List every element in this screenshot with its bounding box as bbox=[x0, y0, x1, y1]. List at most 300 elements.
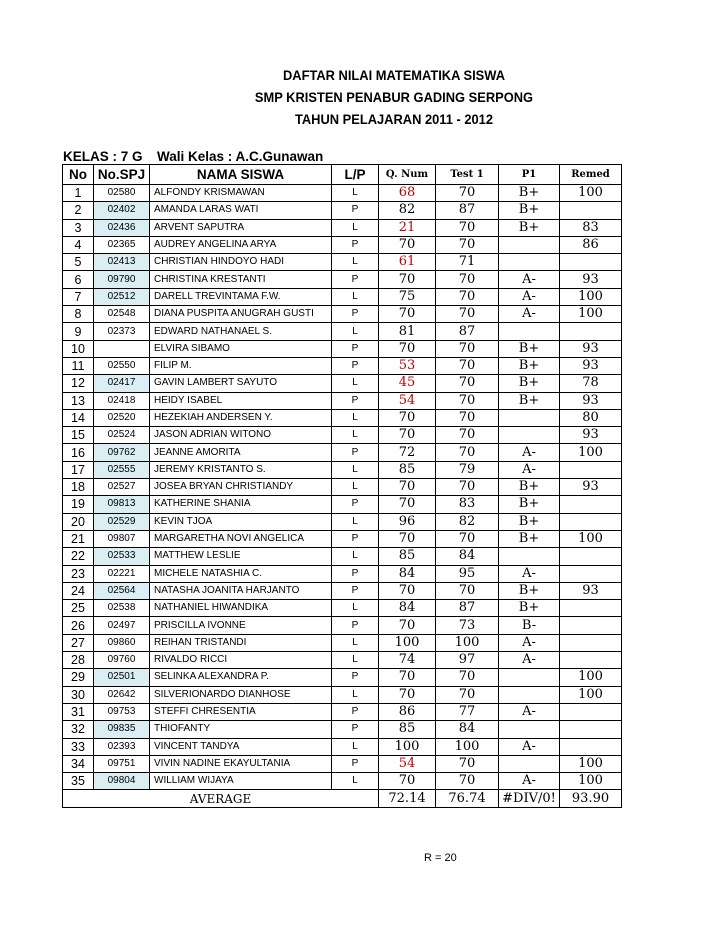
cell-p1: B+ bbox=[499, 202, 560, 219]
cell-no: 28 bbox=[63, 652, 94, 669]
cell-p1: A- bbox=[499, 565, 560, 582]
cell-quiz: 70 bbox=[379, 582, 436, 599]
cell-no: 32 bbox=[63, 721, 94, 738]
cell-no: 33 bbox=[63, 738, 94, 755]
cell-spj: 02221 bbox=[94, 565, 150, 582]
cell-gender: L bbox=[332, 254, 379, 271]
cell-spj: 09762 bbox=[94, 444, 150, 461]
cell-remed bbox=[560, 738, 622, 755]
average-p1: #DIV/0! bbox=[499, 790, 560, 807]
cell-remed bbox=[560, 634, 622, 651]
cell-gender: P bbox=[332, 306, 379, 323]
table-row bbox=[63, 444, 622, 461]
cell-no: 24 bbox=[63, 582, 94, 599]
cell-spj: 09753 bbox=[94, 703, 150, 720]
cell-quiz: 54 bbox=[379, 392, 436, 409]
cell-test: 95 bbox=[436, 565, 499, 582]
cell-p1: B- bbox=[499, 617, 560, 634]
cell-spj: 02527 bbox=[94, 479, 150, 496]
cell-spj: 02436 bbox=[94, 219, 150, 236]
cell-name: CHRISTINA KRESTANTI bbox=[150, 271, 332, 288]
r-note: R = 20 bbox=[424, 852, 457, 864]
header-spj: No.SPJ bbox=[94, 165, 150, 185]
cell-name: RIVALDO RICCI bbox=[150, 652, 332, 669]
cell-test: 70 bbox=[436, 773, 499, 790]
cell-name: MICHELE NATASHIA C. bbox=[150, 565, 332, 582]
cell-p1: B+ bbox=[499, 513, 560, 530]
cell-no: 3 bbox=[63, 219, 94, 236]
cell-test: 84 bbox=[436, 548, 499, 565]
cell-gender: L bbox=[332, 652, 379, 669]
cell-gender: P bbox=[332, 755, 379, 772]
table-row bbox=[63, 375, 622, 392]
title-line-1: DAFTAR NILAI MATEMATIKA SISWA bbox=[282, 67, 506, 83]
cell-name: CHRISTIAN HINDOYO HADI bbox=[150, 254, 332, 271]
cell-name: PRISCILLA IVONNE bbox=[150, 617, 332, 634]
header-name: NAMA SISWA bbox=[150, 165, 332, 185]
cell-remed: 100 bbox=[560, 306, 622, 323]
cell-p1: A- bbox=[499, 444, 560, 461]
cell-no: 20 bbox=[63, 513, 94, 530]
cell-remed: 83 bbox=[560, 219, 622, 236]
table-row bbox=[63, 409, 622, 426]
cell-p1: A- bbox=[499, 652, 560, 669]
cell-p1: A- bbox=[499, 271, 560, 288]
cell-gender: L bbox=[332, 409, 379, 426]
cell-name: STEFFI CHRESENTIA bbox=[150, 703, 332, 720]
cell-name: SELINKA ALEXANDRA P. bbox=[150, 669, 332, 686]
cell-remed: 100 bbox=[560, 288, 622, 305]
cell-gender: P bbox=[332, 271, 379, 288]
cell-spj: 02548 bbox=[94, 306, 150, 323]
cell-gender: L bbox=[332, 375, 379, 392]
average-quiz: 72.14 bbox=[379, 790, 436, 807]
cell-test: 70 bbox=[436, 375, 499, 392]
cell-remed bbox=[560, 254, 622, 271]
cell-p1: B+ bbox=[499, 582, 560, 599]
cell-name: HEZEKIAH ANDERSEN Y. bbox=[150, 409, 332, 426]
cell-quiz: 82 bbox=[379, 202, 436, 219]
cell-name: JEANNE AMORITA bbox=[150, 444, 332, 461]
cell-spj: 09835 bbox=[94, 721, 150, 738]
table-row bbox=[63, 357, 622, 374]
cell-spj: 02524 bbox=[94, 427, 150, 444]
cell-test: 100 bbox=[436, 634, 499, 651]
cell-quiz: 84 bbox=[379, 600, 436, 617]
cell-name: GAVIN LAMBERT SAYUTO bbox=[150, 375, 332, 392]
cell-name: SILVERIONARDO DIANHOSE bbox=[150, 686, 332, 703]
cell-p1: B+ bbox=[499, 479, 560, 496]
cell-no: 2 bbox=[63, 202, 94, 219]
cell-quiz: 70 bbox=[379, 496, 436, 513]
cell-test: 70 bbox=[436, 669, 499, 686]
cell-p1 bbox=[499, 721, 560, 738]
cell-remed: 100 bbox=[560, 755, 622, 772]
cell-test: 71 bbox=[436, 254, 499, 271]
cell-no: 8 bbox=[63, 306, 94, 323]
cell-p1: B+ bbox=[499, 375, 560, 392]
cell-quiz: 85 bbox=[379, 461, 436, 478]
cell-gender: P bbox=[332, 202, 379, 219]
cell-spj: 02642 bbox=[94, 686, 150, 703]
cell-quiz: 100 bbox=[379, 634, 436, 651]
cell-quiz: 70 bbox=[379, 236, 436, 253]
table-row bbox=[63, 185, 622, 202]
cell-p1: A- bbox=[499, 461, 560, 478]
cell-spj: 02538 bbox=[94, 600, 150, 617]
cell-test: 70 bbox=[436, 306, 499, 323]
cell-test: 79 bbox=[436, 461, 499, 478]
cell-remed bbox=[560, 721, 622, 738]
cell-p1: B+ bbox=[499, 219, 560, 236]
cell-p1: B+ bbox=[499, 496, 560, 513]
cell-no: 1 bbox=[63, 185, 94, 202]
cell-no: 26 bbox=[63, 617, 94, 634]
table-row bbox=[63, 669, 622, 686]
cell-test: 70 bbox=[436, 427, 499, 444]
table-row bbox=[63, 479, 622, 496]
cell-p1: B+ bbox=[499, 340, 560, 357]
table-row bbox=[63, 548, 622, 565]
table-row bbox=[63, 721, 622, 738]
cell-name: WILLIAM WIJAYA bbox=[150, 773, 332, 790]
cell-quiz: 100 bbox=[379, 738, 436, 755]
table-row bbox=[63, 254, 622, 271]
cell-no: 35 bbox=[63, 773, 94, 790]
cell-no: 15 bbox=[63, 427, 94, 444]
cell-test: 70 bbox=[436, 340, 499, 357]
cell-test: 70 bbox=[436, 582, 499, 599]
cell-gender: P bbox=[332, 496, 379, 513]
cell-spj: 02550 bbox=[94, 357, 150, 374]
table-row bbox=[63, 652, 622, 669]
cell-quiz: 74 bbox=[379, 652, 436, 669]
cell-no: 25 bbox=[63, 600, 94, 617]
cell-gender: L bbox=[332, 461, 379, 478]
table-row bbox=[63, 288, 622, 305]
cell-spj: 02402 bbox=[94, 202, 150, 219]
table-row bbox=[63, 617, 622, 634]
cell-gender: L bbox=[332, 219, 379, 236]
cell-gender: L bbox=[332, 323, 379, 340]
cell-remed: 93 bbox=[560, 271, 622, 288]
cell-quiz: 85 bbox=[379, 548, 436, 565]
cell-gender: L bbox=[332, 427, 379, 444]
table-row bbox=[63, 703, 622, 720]
table-row bbox=[63, 306, 622, 323]
cell-p1: A- bbox=[499, 634, 560, 651]
cell-remed: 93 bbox=[560, 479, 622, 496]
header-remed: Remed bbox=[560, 165, 622, 185]
table-row bbox=[63, 530, 622, 547]
cell-name: VINCENT TANDYA bbox=[150, 738, 332, 755]
cell-test: 70 bbox=[436, 392, 499, 409]
cell-name: JASON ADRIAN WITONO bbox=[150, 427, 332, 444]
table-row bbox=[63, 738, 622, 755]
cell-test: 82 bbox=[436, 513, 499, 530]
cell-remed: 100 bbox=[560, 444, 622, 461]
cell-spj: 02365 bbox=[94, 236, 150, 253]
cell-remed: 93 bbox=[560, 582, 622, 599]
cell-remed: 93 bbox=[560, 357, 622, 374]
cell-quiz: 68 bbox=[379, 185, 436, 202]
cell-p1 bbox=[499, 427, 560, 444]
cell-no: 5 bbox=[63, 254, 94, 271]
cell-no: 9 bbox=[63, 323, 94, 340]
cell-remed bbox=[560, 513, 622, 530]
cell-no: 29 bbox=[63, 669, 94, 686]
cell-spj: 02580 bbox=[94, 185, 150, 202]
cell-spj: 09790 bbox=[94, 271, 150, 288]
cell-remed: 100 bbox=[560, 773, 622, 790]
cell-remed: 93 bbox=[560, 392, 622, 409]
cell-spj: 09751 bbox=[94, 755, 150, 772]
cell-p1: A- bbox=[499, 773, 560, 790]
cell-remed: 93 bbox=[560, 340, 622, 357]
cell-no: 14 bbox=[63, 409, 94, 426]
cell-remed bbox=[560, 565, 622, 582]
cell-remed: 86 bbox=[560, 236, 622, 253]
cell-spj: 02413 bbox=[94, 254, 150, 271]
cell-test: 70 bbox=[436, 444, 499, 461]
cell-spj: 02418 bbox=[94, 392, 150, 409]
cell-spj: 09760 bbox=[94, 652, 150, 669]
cell-name: MATTHEW LESLIE bbox=[150, 548, 332, 565]
cell-no: 30 bbox=[63, 686, 94, 703]
cell-spj bbox=[94, 340, 150, 357]
cell-p1 bbox=[499, 669, 560, 686]
cell-quiz: 72 bbox=[379, 444, 436, 461]
grades-table bbox=[62, 164, 622, 808]
cell-no: 21 bbox=[63, 530, 94, 547]
cell-spj: 02564 bbox=[94, 582, 150, 599]
table-row bbox=[63, 202, 622, 219]
cell-gender: L bbox=[332, 548, 379, 565]
cell-quiz: 54 bbox=[379, 755, 436, 772]
cell-no: 13 bbox=[63, 392, 94, 409]
cell-test: 70 bbox=[436, 185, 499, 202]
cell-name: ARVENT SAPUTRA bbox=[150, 219, 332, 236]
cell-remed bbox=[560, 202, 622, 219]
cell-no: 31 bbox=[63, 703, 94, 720]
cell-no: 6 bbox=[63, 271, 94, 288]
cell-quiz: 70 bbox=[379, 427, 436, 444]
cell-name: KEVIN TJOA bbox=[150, 513, 332, 530]
cell-no: 7 bbox=[63, 288, 94, 305]
table-row bbox=[63, 634, 622, 651]
cell-name: THIOFANTY bbox=[150, 721, 332, 738]
cell-name: NATASHA JOANITA HARJANTO bbox=[150, 582, 332, 599]
cell-p1 bbox=[499, 409, 560, 426]
cell-spj: 02533 bbox=[94, 548, 150, 565]
cell-spj: 09807 bbox=[94, 530, 150, 547]
cell-p1: B+ bbox=[499, 357, 560, 374]
cell-quiz: 61 bbox=[379, 254, 436, 271]
cell-spj: 09804 bbox=[94, 773, 150, 790]
cell-name: EDWARD NATHANAEL S. bbox=[150, 323, 332, 340]
cell-remed: 100 bbox=[560, 530, 622, 547]
cell-p1 bbox=[499, 254, 560, 271]
table-row bbox=[63, 323, 622, 340]
table-row bbox=[63, 219, 622, 236]
cell-p1: B+ bbox=[499, 392, 560, 409]
cell-gender: P bbox=[332, 565, 379, 582]
cell-spj: 02417 bbox=[94, 375, 150, 392]
cell-gender: P bbox=[332, 669, 379, 686]
title-line-3: TAHUN PELAJARAN 2011 - 2012 bbox=[294, 111, 494, 127]
cell-spj: 02529 bbox=[94, 513, 150, 530]
cell-no: 23 bbox=[63, 565, 94, 582]
cell-spj: 02501 bbox=[94, 669, 150, 686]
cell-spj: 02373 bbox=[94, 323, 150, 340]
cell-gender: P bbox=[332, 444, 379, 461]
cell-p1 bbox=[499, 236, 560, 253]
cell-gender: L bbox=[332, 185, 379, 202]
cell-name: MARGARETHA NOVI ANGELICA bbox=[150, 530, 332, 547]
cell-remed bbox=[560, 617, 622, 634]
cell-p1: B+ bbox=[499, 185, 560, 202]
average-test: 76.74 bbox=[436, 790, 499, 807]
table-row bbox=[63, 340, 622, 357]
cell-gender: P bbox=[332, 392, 379, 409]
header-p1: P1 bbox=[499, 165, 560, 185]
cell-remed bbox=[560, 600, 622, 617]
cell-remed: 100 bbox=[560, 669, 622, 686]
cell-test: 70 bbox=[436, 409, 499, 426]
cell-name: KATHERINE SHANIA bbox=[150, 496, 332, 513]
cell-no: 19 bbox=[63, 496, 94, 513]
cell-remed bbox=[560, 703, 622, 720]
cell-quiz: 45 bbox=[379, 375, 436, 392]
table-row bbox=[63, 392, 622, 409]
table-row bbox=[63, 236, 622, 253]
cell-test: 70 bbox=[436, 479, 499, 496]
header-gender: L/P bbox=[332, 165, 379, 185]
cell-no: 10 bbox=[63, 340, 94, 357]
cell-name: FILIP M. bbox=[150, 357, 332, 374]
cell-remed bbox=[560, 652, 622, 669]
average-remed: 93.90 bbox=[560, 790, 622, 807]
cell-remed: 100 bbox=[560, 686, 622, 703]
table-row bbox=[63, 686, 622, 703]
cell-test: 70 bbox=[436, 236, 499, 253]
cell-name: REIHAN TRISTANDI bbox=[150, 634, 332, 651]
cell-name: JOSEA BRYAN CHRISTIANDY bbox=[150, 479, 332, 496]
cell-quiz: 21 bbox=[379, 219, 436, 236]
table-row bbox=[63, 565, 622, 582]
cell-gender: P bbox=[332, 617, 379, 634]
cell-remed bbox=[560, 461, 622, 478]
cell-quiz: 70 bbox=[379, 617, 436, 634]
cell-spj: 02555 bbox=[94, 461, 150, 478]
cell-quiz: 86 bbox=[379, 703, 436, 720]
cell-test: 84 bbox=[436, 721, 499, 738]
cell-gender: P bbox=[332, 340, 379, 357]
cell-gender: L bbox=[332, 600, 379, 617]
title-line-2: SMP KRISTEN PENABUR GADING SERPONG bbox=[254, 89, 534, 105]
cell-name: VIVIN NADINE EKAYULTANIA bbox=[150, 755, 332, 772]
cell-quiz: 53 bbox=[379, 357, 436, 374]
cell-name: DARELL TREVINTAMA F.W. bbox=[150, 288, 332, 305]
cell-name: ELVIRA SIBAMO bbox=[150, 340, 332, 357]
cell-remed: 80 bbox=[560, 409, 622, 426]
cell-quiz: 70 bbox=[379, 409, 436, 426]
cell-p1: A- bbox=[499, 738, 560, 755]
table-row bbox=[63, 582, 622, 599]
cell-name: AMANDA LARAS WATI bbox=[150, 202, 332, 219]
table-row bbox=[63, 271, 622, 288]
cell-quiz: 96 bbox=[379, 513, 436, 530]
cell-remed bbox=[560, 323, 622, 340]
cell-p1 bbox=[499, 755, 560, 772]
cell-test: 97 bbox=[436, 652, 499, 669]
cell-gender: L bbox=[332, 513, 379, 530]
cell-no: 4 bbox=[63, 236, 94, 253]
cell-remed bbox=[560, 496, 622, 513]
cell-spj: 02512 bbox=[94, 288, 150, 305]
table-row bbox=[63, 461, 622, 478]
cell-p1 bbox=[499, 686, 560, 703]
cell-gender: P bbox=[332, 357, 379, 374]
average-row bbox=[63, 790, 622, 807]
cell-test: 70 bbox=[436, 530, 499, 547]
cell-p1 bbox=[499, 548, 560, 565]
cell-remed: 100 bbox=[560, 185, 622, 202]
cell-p1: A- bbox=[499, 306, 560, 323]
cell-name: ALFONDY KRISMAWAN bbox=[150, 185, 332, 202]
cell-gender: P bbox=[332, 721, 379, 738]
cell-p1 bbox=[499, 323, 560, 340]
cell-quiz: 70 bbox=[379, 479, 436, 496]
cell-gender: P bbox=[332, 530, 379, 547]
table-row bbox=[63, 513, 622, 530]
cell-no: 34 bbox=[63, 755, 94, 772]
cell-gender: L bbox=[332, 288, 379, 305]
cell-name: NATHANIEL HIWANDIKA bbox=[150, 600, 332, 617]
cell-p1: A- bbox=[499, 288, 560, 305]
average-label: AVERAGE bbox=[63, 790, 379, 807]
cell-gender: P bbox=[332, 582, 379, 599]
cell-no: 27 bbox=[63, 634, 94, 651]
cell-no: 22 bbox=[63, 548, 94, 565]
cell-name: HEIDY ISABEL bbox=[150, 392, 332, 409]
cell-test: 70 bbox=[436, 357, 499, 374]
cell-remed: 93 bbox=[560, 427, 622, 444]
cell-spj: 09813 bbox=[94, 496, 150, 513]
cell-test: 70 bbox=[436, 288, 499, 305]
cell-gender: L bbox=[332, 738, 379, 755]
cell-gender: L bbox=[332, 479, 379, 496]
cell-quiz: 84 bbox=[379, 565, 436, 582]
cell-name: AUDREY ANGELINA ARYA bbox=[150, 236, 332, 253]
table-row bbox=[63, 496, 622, 513]
table-header-row bbox=[63, 165, 622, 185]
cell-gender: P bbox=[332, 703, 379, 720]
cell-quiz: 70 bbox=[379, 340, 436, 357]
header-test: Test 1 bbox=[436, 165, 499, 185]
cell-quiz: 70 bbox=[379, 530, 436, 547]
cell-quiz: 70 bbox=[379, 306, 436, 323]
cell-test: 70 bbox=[436, 219, 499, 236]
cell-gender: L bbox=[332, 773, 379, 790]
cell-test: 73 bbox=[436, 617, 499, 634]
cell-name: DIANA PUSPITA ANUGRAH GUSTI bbox=[150, 306, 332, 323]
cell-no: 11 bbox=[63, 357, 94, 374]
cell-test: 70 bbox=[436, 686, 499, 703]
class-label: KELAS : 7 G bbox=[63, 149, 143, 164]
table-body bbox=[63, 185, 622, 790]
header-no: No bbox=[63, 165, 94, 185]
